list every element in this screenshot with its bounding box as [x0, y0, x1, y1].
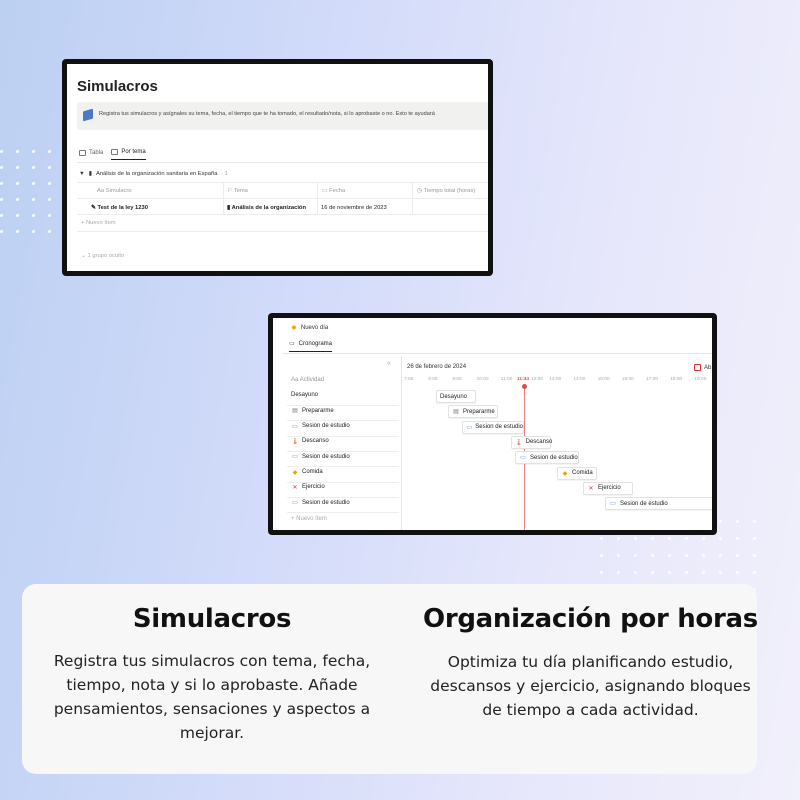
bar-label: Sesion de estudio — [620, 500, 668, 507]
exercise-icon: ✕ — [292, 484, 298, 491]
timeline-bar[interactable] — [511, 436, 551, 449]
bar-label: Prepararme — [463, 408, 495, 415]
row-divider — [287, 451, 399, 452]
book-icon: ▭ — [292, 423, 298, 430]
column-divider — [412, 182, 413, 214]
tab-label: Cronograma — [298, 340, 333, 347]
hour-tick-label: 9:00 — [452, 377, 462, 382]
activity-label: Sesion de estudio — [302, 499, 350, 506]
tab-label: Por tema — [121, 149, 146, 155]
timeline-bar[interactable] — [583, 482, 633, 495]
exercise-icon: ✕ — [588, 485, 594, 492]
book-icon: ▭ — [292, 454, 298, 461]
hour-tick-label: 10:00 — [476, 377, 489, 382]
column-divider — [223, 182, 224, 214]
tab-por-tema[interactable] — [111, 149, 145, 160]
table-border — [77, 198, 493, 199]
group-count: 1 — [224, 171, 228, 177]
panel-divider — [401, 356, 402, 535]
table-cell-fecha[interactable]: 16 de noviembre de 2023 — [321, 205, 387, 211]
bar-label: Comida — [572, 470, 593, 476]
table-icon — [79, 150, 86, 156]
tab-divider — [77, 162, 493, 163]
view-tabs — [79, 149, 146, 160]
row-divider — [287, 436, 399, 437]
bar-label: Desayuno — [440, 393, 468, 400]
feature-description: Registra tus simulacros con tema, fecha, tiempo, nota y si lo aprobaste. Añade pensamientos, sensaciones y aspectos a mejorar. — [53, 652, 371, 742]
table-cell-simulacro[interactable]: ✎ Test de la ley 1230 — [91, 205, 148, 211]
timeline-bar[interactable] — [515, 451, 579, 464]
tab-divider — [283, 353, 717, 354]
timeline-bar[interactable] — [557, 467, 597, 480]
feature-title: Organización por horas — [423, 604, 758, 634]
table-cell-tema[interactable]: ▮ Análisis de la organización — [227, 205, 307, 211]
page-title: Simulacros — [77, 78, 158, 95]
fire-icon: 🌡 — [291, 438, 299, 445]
book-icon: ▭ — [610, 501, 616, 508]
column-header-tema[interactable]: ⚐ Tema — [227, 188, 248, 194]
new-day-title — [291, 324, 328, 332]
hour-tick-label: 8:00 — [428, 377, 438, 382]
triangle-down-icon[interactable]: ▼ — [79, 171, 85, 177]
timeline-bar[interactable] — [448, 405, 498, 418]
row-divider — [287, 466, 399, 467]
activity-label: Comida — [302, 469, 323, 475]
hidden-groups-toggle[interactable]: ⌄ 1 grupo oculto — [81, 253, 125, 259]
hour-tick-label: 17:00 — [646, 377, 659, 382]
bookmark-icon: ▮ — [88, 171, 92, 177]
hour-tick-label: 14:00 — [573, 377, 586, 382]
tab-tabla[interactable] — [79, 149, 103, 160]
activity-row[interactable] — [291, 469, 323, 476]
column-divider — [317, 182, 318, 214]
callout-text: Registra tus simulacros y asígnales su tema, fecha, el tiempo que te ha tomado, el resultado/nota, si lo aprobaste o no. Esto te ayudará — [99, 111, 435, 117]
activity-label: Prepararme — [302, 407, 334, 414]
current-time-dot — [522, 384, 527, 389]
row-divider — [287, 405, 399, 406]
activity-row[interactable] — [291, 499, 350, 506]
table-icon — [111, 149, 118, 155]
new-item-button[interactable]: + Nuevo ítem — [81, 220, 116, 226]
hour-tick-label: 7:00 — [404, 377, 414, 382]
column-header-simulacro[interactable]: Aa Simulacro — [97, 188, 132, 194]
feature-simulacros — [32, 584, 392, 745]
new-item-button[interactable]: + Nuevo ítem — [291, 516, 327, 522]
table-border — [77, 214, 493, 215]
activity-row[interactable] — [291, 392, 318, 398]
column-header-tiempo[interactable]: ◷ Tiempo total (horas) — [417, 188, 476, 194]
simulacros-screenshot — [62, 59, 493, 276]
book-icon: ▭ — [466, 424, 472, 431]
row-divider — [287, 497, 399, 498]
food-icon: ◆ — [292, 469, 298, 476]
activity-label: Desayuno — [291, 392, 319, 398]
activity-row[interactable] — [291, 407, 334, 414]
feature-title: Simulacros — [132, 604, 292, 634]
activity-row[interactable] — [291, 423, 350, 430]
activity-label: Sesion de estudio — [302, 423, 350, 430]
hour-tick-label: 11:00 — [500, 377, 513, 382]
fire-icon: 🌡 — [515, 439, 523, 446]
hour-tick-label: 18:00 — [670, 377, 683, 382]
star-icon: ✸ — [291, 325, 297, 332]
book-icon: ▭ — [520, 455, 526, 462]
decorative-dots-left — [0, 150, 51, 233]
activity-label: Descanso — [302, 438, 329, 445]
document-icon: ▤ — [292, 408, 298, 415]
calendar-icon — [694, 364, 701, 371]
hour-tick-label: 13:00 — [549, 377, 562, 382]
hour-tick-label: 19:00 — [694, 377, 707, 382]
timeline-date: 26 de febrero de 2024 — [407, 364, 467, 370]
hour-tick-label: 12:00 — [531, 377, 544, 382]
feature-description: Optimiza tu día planificando estudio, descansos y ejercicio, asignando bloques de tiempo a cada actividad. — [430, 653, 751, 719]
row-divider — [287, 482, 399, 483]
features-card — [22, 584, 757, 774]
timeline-bar[interactable] — [436, 390, 476, 403]
hour-tick-label: 16:00 — [621, 377, 634, 382]
next-day-label: Ab — [694, 364, 711, 371]
activity-row[interactable] — [291, 438, 329, 445]
hour-tick-label: 15:00 — [597, 377, 610, 382]
tab-cronograma[interactable] — [289, 340, 332, 352]
bar-label: Sesion de estudio — [530, 454, 578, 461]
column-header-fecha[interactable]: ▭ Fecha — [322, 188, 346, 194]
group-header[interactable] — [79, 171, 228, 177]
bar-label: Sesion de estudio — [475, 424, 523, 431]
column-header-actividad[interactable]: Aa Actividad — [291, 377, 325, 383]
timeline-bar[interactable] — [605, 497, 717, 510]
bar-label: Descanso — [525, 439, 553, 446]
new-day-label: Nuevo día — [300, 325, 329, 331]
activity-label: Ejercicio — [302, 484, 325, 491]
food-icon: ◆ — [562, 470, 568, 477]
activity-row[interactable] — [291, 484, 325, 491]
bar-label: Ejercicio — [598, 485, 621, 492]
collapse-icon[interactable]: « — [387, 360, 391, 367]
tab-label: Tabla — [89, 149, 104, 156]
feature-organizacion — [418, 584, 763, 722]
timeline-bar[interactable] — [462, 421, 524, 434]
table-border — [77, 231, 493, 232]
table-border — [77, 182, 493, 183]
cube-icon — [83, 109, 93, 122]
cronograma-screenshot — [268, 313, 717, 535]
activity-row[interactable] — [291, 453, 350, 460]
activity-label: Sesion de estudio — [302, 453, 350, 460]
group-label: Análisis de la organización sanitaria en España — [95, 171, 218, 177]
description-callout — [77, 102, 493, 130]
document-icon: ▤ — [453, 409, 459, 416]
timeline-icon: ▭ — [289, 341, 295, 347]
row-divider — [287, 512, 399, 513]
row-divider — [287, 420, 399, 421]
current-time-label: 11:44 — [517, 377, 530, 382]
book-icon: ▭ — [292, 500, 298, 507]
